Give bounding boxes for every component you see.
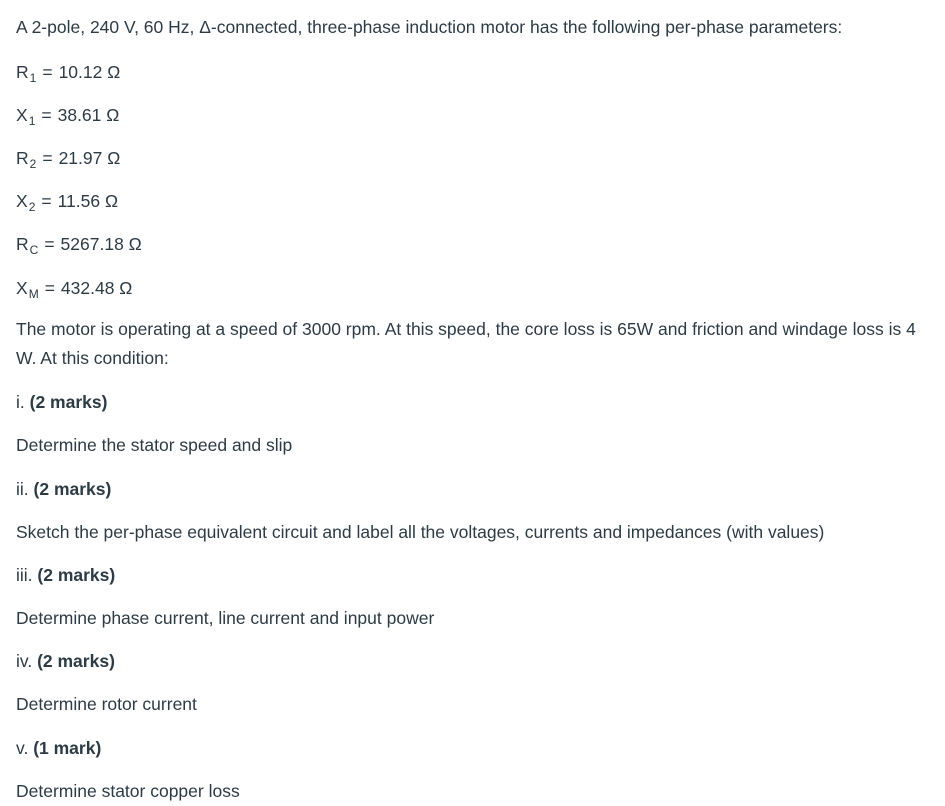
- part-iv-heading: [16, 650, 115, 672]
- part-number: iii.: [16, 565, 33, 585]
- part-marks: (2 marks): [29, 392, 108, 412]
- part-iii-task: Determine phase current, line current and input power: [16, 608, 435, 628]
- param-x2: $X_2 = 11.56$ Ω: [16, 191, 119, 214]
- param-symbol: $X_1$: [16, 105, 36, 128]
- part-marks: (1 mark): [33, 738, 102, 758]
- param-r1: $R_1 = 10.12$ Ω: [16, 62, 121, 85]
- part-number: iv.: [16, 651, 33, 671]
- param-rc: $R_C = 5267.18$ Ω: [16, 234, 142, 257]
- part-number: v.: [16, 738, 29, 758]
- part-ii-task: Sketch the per-phase equivalent circuit and label all the voltages, currents and impedances (with values): [16, 522, 825, 542]
- param-value: 21.97 Ω: [58, 148, 121, 168]
- part-iii-heading: [16, 564, 115, 586]
- part-marks: (2 marks): [33, 479, 112, 499]
- param-value: 11.56 Ω: [57, 191, 119, 211]
- param-value: 38.61 Ω: [57, 105, 120, 125]
- param-xm: $X_M = 432.48$ Ω: [16, 278, 133, 301]
- param-symbol: $R_2$: [16, 148, 37, 171]
- param-value: 432.48 Ω: [60, 278, 133, 298]
- param-value: 10.12 Ω: [58, 62, 121, 82]
- param-symbol: $X_M$: [16, 278, 39, 301]
- param-symbol: $R_1$: [16, 62, 37, 85]
- part-i-task: Determine the stator speed and slip: [16, 435, 293, 455]
- part-number: ii.: [16, 479, 29, 499]
- part-ii-heading: [16, 478, 111, 500]
- part-marks: (2 marks): [37, 651, 115, 671]
- intro-text: A 2-pole, 240 V, 60 Hz, Δ-connected, three-phase induction motor has the following per-phase parameters:: [16, 17, 843, 37]
- part-v-heading: [16, 737, 101, 759]
- part-marks: (2 marks): [37, 565, 116, 585]
- part-iv-task: Determine rotor current: [16, 694, 197, 714]
- param-symbol: $R_C$: [16, 234, 39, 257]
- param-x1: $X_1 = 38.61$ Ω: [16, 105, 120, 128]
- condition-paragraph: The motor is operating at a speed of 3000 rpm. At this speed, the core loss is 65W and friction and windage loss is 4 W. At this condition:: [16, 319, 916, 368]
- param-r2: $R_2 = 21.97$ Ω: [16, 148, 121, 171]
- part-i-heading: [16, 391, 107, 413]
- part-number: i.: [16, 392, 25, 412]
- param-value: 5267.18 Ω: [60, 234, 142, 254]
- part-v-task: Determine stator copper loss: [16, 781, 240, 801]
- param-symbol: $X_2$: [16, 191, 36, 214]
